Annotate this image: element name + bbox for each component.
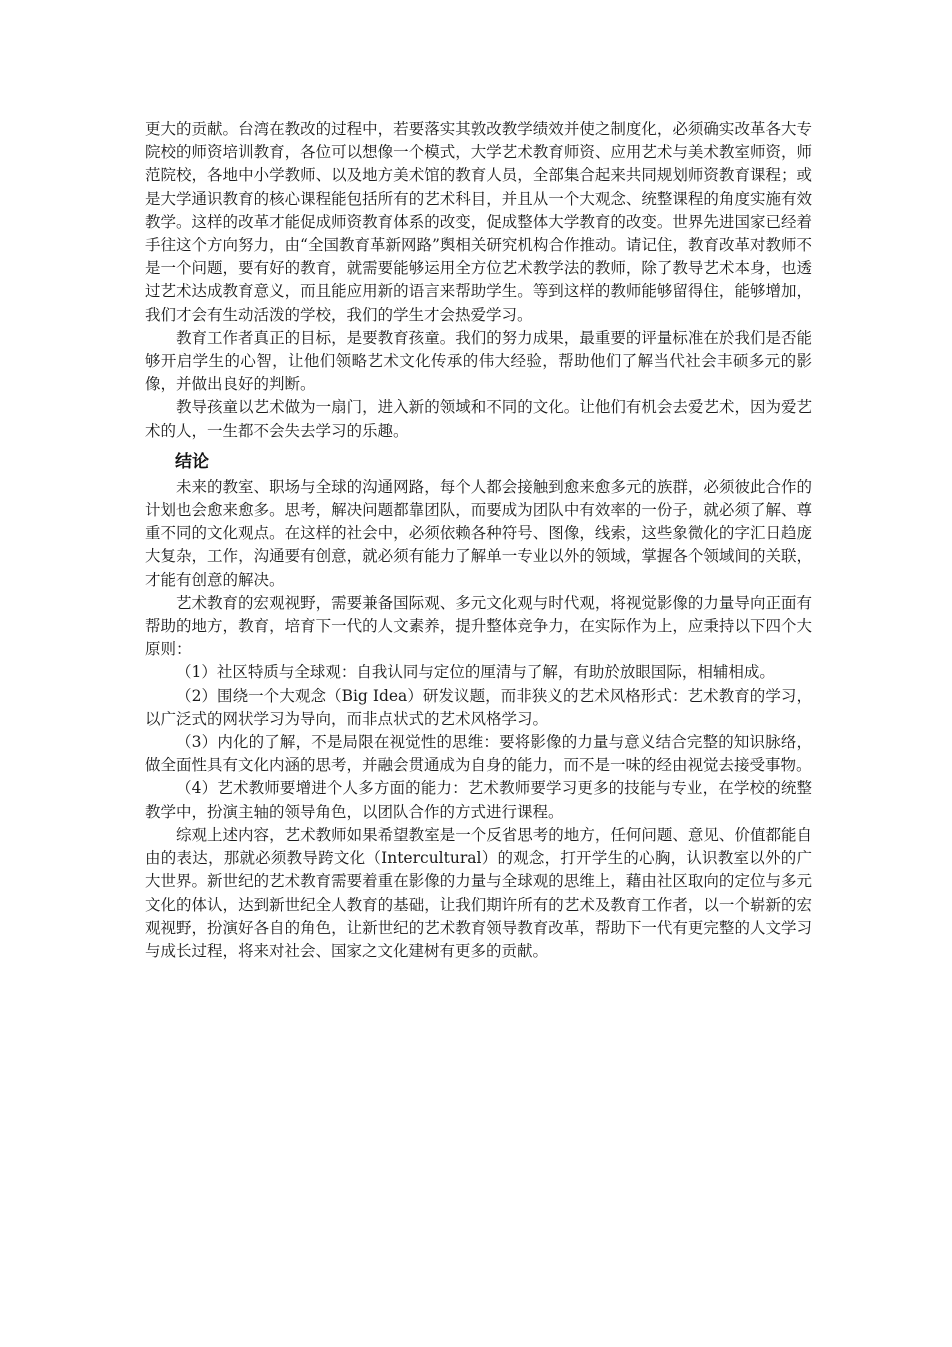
paragraph-summary: 综观上述内容，艺术教师如果希望教室是一个反省思考的地方，任何问题、意见、价值都能自由的表达，那就必须教导跨文化（Intercultural）的观念，打开学生的心胸，认识教室以外的广大世界。新世纪的艺术教育需要着重在影像的力量与全球观的思维上，藉由社区取向的定位与多元文化的体认，达到新世纪全人教育的基础，让我们期许所有的艺术及教育工作者，以一个崭新的宏观视野，扮演好各自的角色，让新世纪的艺术教育领导教育改革，帮助下一代有更完整的人文学习与成长过程，将来对社会、国家之文化建树有更多的贡献。 [145, 825, 812, 960]
paragraph-macro-vision: 艺术教育的宏观视野，需要兼备国际观、多元文化观与时代观，将视觉影像的力量导向正面有帮助的地方，教育，培育下一代的人文素养，提升整体竞争力，在实际作为上，应秉持以下四个大原则： [145, 593, 812, 659]
principle-3: （3）内化的了解，不是局限在视觉性的思维：要将影像的力量与意义结合完整的知识脉络，做全面性具有文化内涵的思考，并融会贯通成为自身的能力，而不是一味的经由视觉去接受事物。 [145, 733, 812, 775]
paragraph-art-as-door: 教导孩童以艺术做为一扇门，进入新的领域和不同的文化。让他们有机会去爱艺术，因为爱艺术的人，一生都不会失去学习的乐趣。 [145, 398, 812, 440]
principle-4: （4）艺术教师要增进个人多方面的能力：艺术教师要学习更多的技能与专业，在学校的统整教学中，扮演主轴的领导角色，以团队合作的方式进行课程。 [145, 779, 812, 821]
paragraph-education-goal: 教育工作者真正的目标，是要教育孩童。我们的努力成果，最重要的评量标准在於我们是否能够开启学生的心智，让他们领略艺术文化传承的伟大经验，帮助他们了解当代社会丰硕多元的影像，并做出良好的判断。 [145, 328, 812, 394]
principle-1: （1）社区特质与全球观：自我认同与定位的厘清与了解，有助於放眼国际，相辅相成。 [176, 663, 775, 682]
principle-2: （2）围绕一个大观念（Big Idea）研发议题，而非狭义的艺术风格形式：艺术教育的学习，以广泛式的网状学习为导向，而非点状式的艺术风格学习。 [145, 686, 812, 728]
document-page [145, 118, 812, 963]
section-heading-conclusion: 结论 [175, 451, 209, 472]
paragraph-continued: 更大的贡献。台湾在教改的过程中，若要落实其敦改教学绩效并使之制度化，必须确实改革各大专院校的师资培训教育，各位可以想像一个模式，大学艺术教育师资、应用艺术与美术教室师资，师范院校，各地中小学教师、以及地方美术馆的教育人员，全部集合起来共同规划师资教育课程；或是大学通识教育的核心课程能包括所有的艺术科目，并且从一个大观念、统整课程的角度实施有效教学。这样的改革才能促成师资教育体系的改变，促成整体大学教育的改变。世界先进国家已经着手往这个方向努力，由“全国教育革新网路”舆相关研究机构合作推动。请记住，教育改革对教师不是一个问题，要有好的教育，就需要能够运用全方位艺术教学法的教师，除了教导艺术本身，也透过艺术达成教育意义，而且能应用新的语言来帮助学生。等到这样的教师能够留得住，能够增加，我们才会有生动活泼的学校，我们的学生才会热爱学习。 [145, 120, 812, 324]
paragraph-future-classroom: 未来的教室、职场与全球的沟通网路，每个人都会接触到愈来愈多元的族群，必须彼此合作的计划也会愈来愈多。思考，解决问题都靠团队，而要成为团队中有效率的一份子，就必须了解、尊重不同的文化观点。在这样的社会中，必须依赖各种符号、图像，线索，这些象微化的字汇日趋庞大复杂，工作，沟通要有创意，就必须有能力了解单一专业以外的领域，掌握各个领域间的关联，才能有创意的解决。 [145, 477, 812, 589]
